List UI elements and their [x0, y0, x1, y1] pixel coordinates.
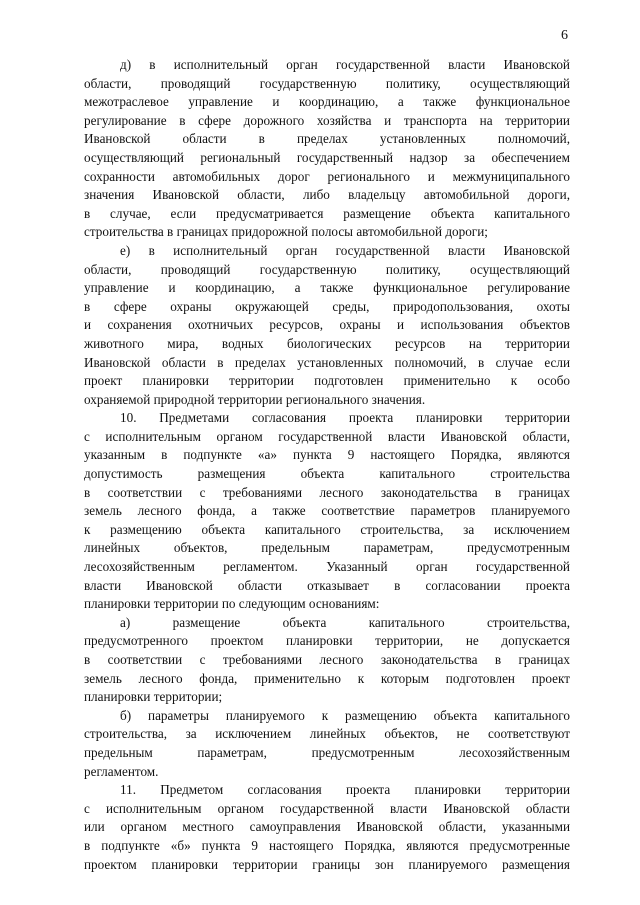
- text-line: проектом планировки территории границы зон планируемого размещения: [84, 856, 570, 872]
- text-line: планировки территории по следующим основаниям:: [84, 596, 380, 612]
- text-line: земель лесного фонда, применительно к которым подготовлен проект: [84, 670, 570, 686]
- text-line: в случае, если предусматривается размещение объекта капитального: [84, 205, 570, 221]
- text-line: указанным в подпункте «а» пункта 9 настоящего Порядка, являются: [84, 447, 570, 463]
- text-line: допустимость размещения объекта капитального строительства: [84, 466, 570, 482]
- text-line: животного мира, водных биологических ресурсов на территории: [84, 335, 570, 351]
- text-line: Ивановской области в пределах установленных полномочий, в случае если: [84, 354, 570, 370]
- text-line: области, проводящий государственную политику, осуществляющий: [84, 75, 570, 91]
- text-line: лесохозяйственным регламентом. Указанный орган государственной: [84, 559, 570, 575]
- page-number: 6: [561, 28, 568, 43]
- text-line: 11. Предметом согласования проекта планировки территории: [120, 782, 570, 798]
- text-line: управление и координацию, а также функциональное регулирование: [84, 280, 570, 296]
- text-line: земель лесного фонда, а также соответствие параметров планируемого: [84, 503, 570, 519]
- text-line: строительства, за исключением линейных объектов, не соответствуют: [84, 726, 570, 742]
- text-line: с исполнительным органом государственной власти Ивановской области: [84, 800, 570, 816]
- text-line: Ивановской области в пределах установленных полномочий,: [84, 131, 570, 147]
- text-line: регламентом.: [84, 763, 159, 779]
- text-line: в соответствии с требованиями лесного законодательства в границах: [84, 484, 570, 500]
- text-line: в подпункте «б» пункта 9 настоящего Порядка, являются предусмотренные: [84, 837, 570, 853]
- text-line: предусмотренного проектом планировки территории, не допускается: [84, 633, 570, 649]
- text-line: планировки территории;: [84, 689, 223, 705]
- text-line: области, проводящий государственную политику, осуществляющий: [84, 261, 570, 277]
- text-line: значения Ивановской области, либо владельцу автомобильной дороги,: [84, 187, 570, 203]
- text-line: к размещению объекта капитального строительства, за исключением: [84, 521, 570, 537]
- text-line: д) в исполнительный орган государственной власти Ивановской: [120, 57, 570, 72]
- text-line: осуществляющий региональный государственный надзор за обеспечением: [84, 149, 570, 165]
- text-line: охраняемой природной территории регионального значения.: [84, 391, 426, 407]
- text-line: и сохранения охотничьих ресурсов, охраны и использования объектов: [84, 317, 570, 333]
- text-line: или органом местного самоуправления Ивановской области, указанными: [84, 819, 570, 835]
- text-line: межотраслевое управление и координацию, а также функциональное: [84, 94, 570, 110]
- text-line: проект планировки территории подготовлен применительно к особо: [84, 373, 570, 389]
- text-line: с исполнительным органом государственной власти Ивановской области,: [84, 428, 570, 444]
- text-line: линейных объектов, предельным параметрам, предусмотренным: [84, 540, 570, 556]
- text-line: в соответствии с требованиями лесного законодательства в границах: [84, 652, 570, 667]
- text-line: строительства в границах придорожной полосы автомобильной дороги;: [84, 224, 488, 240]
- document-body: [84, 56, 570, 874]
- text-line: в сфере охраны окружающей среды, природопользования, охоты: [84, 298, 570, 314]
- text-line: б) параметры планируемого к размещению объекта капитального: [120, 707, 570, 723]
- text-line: предельным параметрам, предусмотренным лесохозяйственным: [84, 744, 570, 760]
- text-line: 10. Предметами согласования проекта планировки территории: [120, 410, 570, 426]
- text-line: сохранности автомобильных дорог регионального и межмуниципального: [84, 168, 570, 184]
- text-line: е) в исполнительный орган государственной власти Ивановской: [120, 242, 570, 258]
- text-line: а) размещение объекта капитального строительства,: [120, 614, 570, 630]
- text-line: регулирование в сфере дорожного хозяйства и транспорта на территории: [84, 112, 570, 128]
- text-line: власти Ивановской области отказывает в согласовании проекта: [84, 577, 570, 593]
